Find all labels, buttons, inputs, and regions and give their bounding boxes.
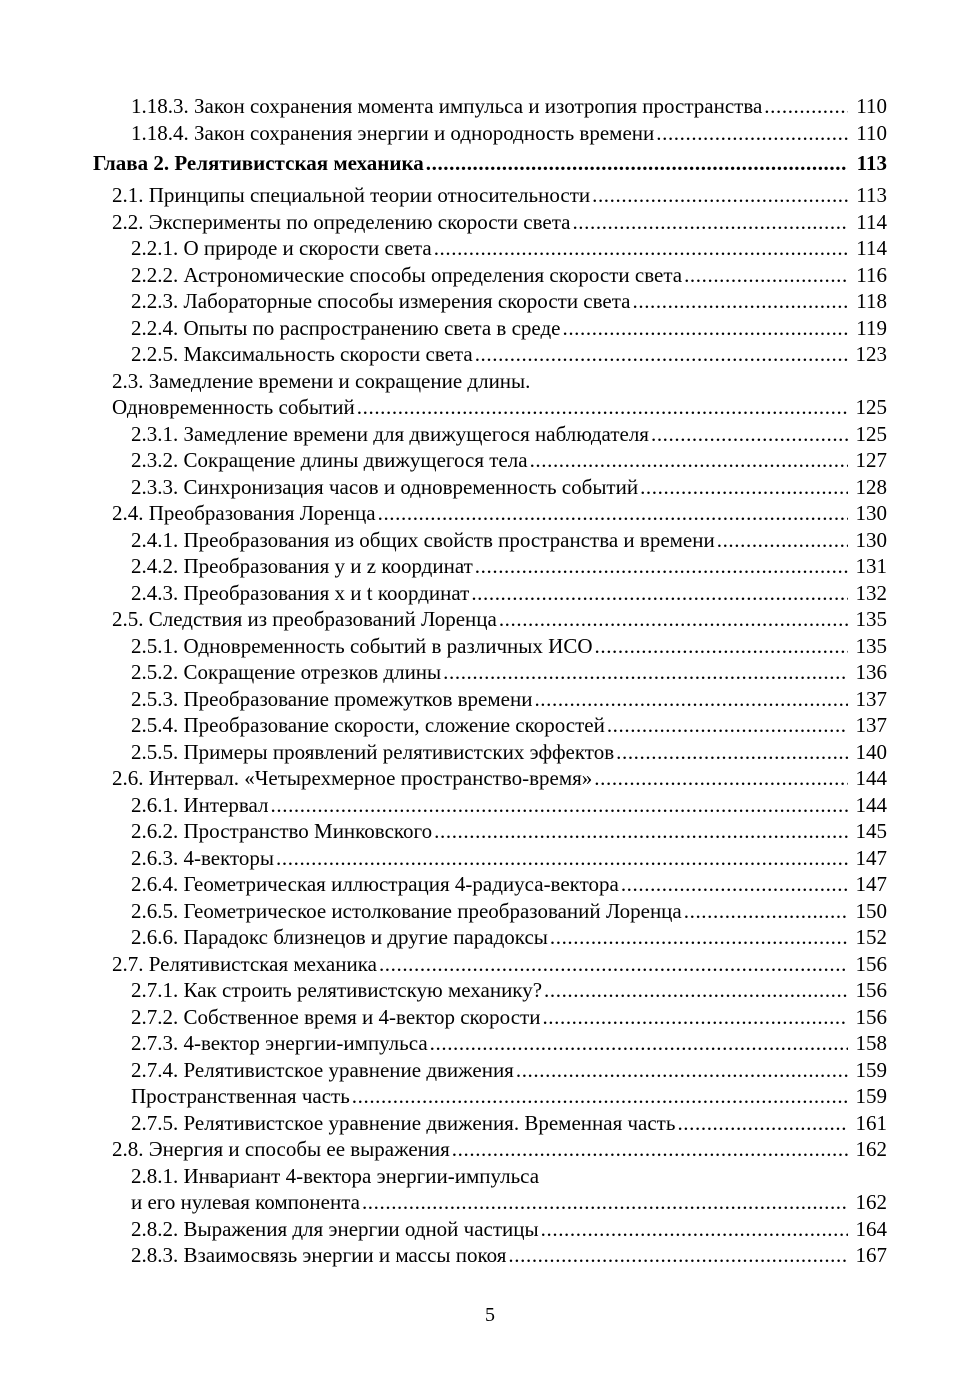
dot-leader [534,686,848,713]
toc-entry-title: 2.3.2. Сокращение длины движущегося тела [131,448,528,472]
toc-entry-page: 113 [856,151,887,175]
toc-entry-page: 159 [855,1057,887,1082]
toc-entry-title: 2.6.6. Парадокс близнецов и другие парадоксы [131,925,548,949]
toc-entry [93,792,887,819]
toc-entry [93,977,887,1004]
dot-leader [544,977,848,1004]
dot-leader [633,288,849,315]
toc-entry-page: 119 [856,315,887,340]
toc-entry-page: 125 [855,395,887,419]
dot-leader [541,1216,848,1243]
dot-leader [550,924,848,951]
toc-entry [93,1216,887,1243]
toc-entry [93,262,887,289]
dot-leader [640,474,848,501]
toc-entry [93,500,887,527]
toc-chapter-entry [93,146,887,182]
toc-entry [93,924,887,951]
toc-entry-title: 2.2.3. Лабораторные способы измерения скорости света [131,289,631,313]
toc-entry-title: 2.7.3. 4-вектор энергии-импульса [131,1031,428,1055]
dot-leader [378,500,848,527]
toc-entry [93,315,887,342]
toc-entry-page: 114 [856,236,887,260]
dot-leader [508,1242,848,1269]
toc-entry-page: 144 [855,766,887,790]
dot-leader [352,1083,848,1110]
toc-entry [93,447,887,474]
toc-entry-page: 135 [855,607,887,631]
dot-leader [362,1189,848,1216]
dot-leader [595,633,849,660]
toc-entry-title: 2.8.1. Инвариант 4-вектора энергии-импульса [131,1163,540,1188]
toc-entry-title: Пространственная часть [131,1084,350,1108]
toc-entry-page: 127 [855,448,887,472]
toc-entry-title: 2.5.3. Преобразование промежутков времени [131,686,533,711]
toc-entry [93,1030,887,1057]
toc-entry [93,474,887,501]
toc-entry-page: 110 [856,94,887,118]
dot-leader [443,659,848,686]
toc-entry-page: 114 [856,209,887,234]
toc-entry-title: 1.18.3. Закон сохранения момента импульса и изотропия пространства [131,94,763,118]
toc-entry [93,659,887,686]
toc-entry [93,871,887,898]
toc-entry [93,712,887,739]
dot-leader [542,1004,848,1031]
toc-entry-title: 2.5.5. Примеры проявлений релятивистских эффектов [131,739,615,764]
toc-entry [93,1163,887,1190]
toc-entry-title: 2.5.1. Одновременность событий в различных ИСО [131,633,593,658]
toc-entry-title: Глава 2. Релятивистская механика [93,151,424,175]
dot-leader [430,1030,848,1057]
toc-entry-title: 2.4.1. Преобразования из общих свойств пространства и времени [131,527,715,552]
toc-entry-page: 159 [855,1084,887,1108]
toc-entry [93,288,887,315]
toc-entry [93,209,887,236]
toc-entry-page: 136 [855,660,887,684]
toc-entry-page: 162 [855,1190,887,1214]
toc-entry-page: 118 [856,289,887,313]
toc-entry-title: 2.6.1. Интервал [131,792,269,817]
toc-entry [93,93,887,120]
toc-entry-page: 113 [856,183,887,207]
toc-entry-title: 2.6.5. Геометрическое истолкование преобразований Лоренца [131,898,682,923]
toc-entry [93,765,887,792]
dot-leader [357,394,848,421]
toc-entry [93,845,887,872]
toc-entry [93,898,887,925]
dot-leader [616,739,848,766]
dot-leader [621,871,848,898]
toc-entry [93,553,887,580]
dot-leader [677,1110,848,1137]
toc-entry-title: 2.3.1. Замедление времени для движущегося наблюдателя [131,421,649,446]
toc-entry-page: 125 [855,421,887,446]
toc-entry [93,1057,887,1084]
dot-leader [475,553,848,580]
toc-entry-title: 2.4.3. Преобразования x и t координат [131,580,470,605]
toc-entry [93,606,887,633]
dot-leader [530,447,848,474]
toc-entry [93,951,887,978]
toc-entry-title: 2.6.2. Пространство Минковского [131,819,433,843]
toc-entry [93,368,887,395]
toc-entry-title: 2.2.1. О природе и скорости света [131,236,432,260]
dot-leader [434,818,848,845]
dot-leader [499,606,848,633]
toc-entry-page: 116 [856,262,887,287]
toc-entry-page: 123 [855,342,887,366]
toc-entry-title: 2.4.2. Преобразования y и z координат [131,554,473,578]
toc-entry [93,580,887,607]
dot-leader [562,315,848,342]
dot-leader [764,93,848,120]
toc-entry-page: 130 [855,527,887,552]
toc-entry [93,739,887,766]
toc-entry-title: 2.3.3. Синхронизация часов и одновременность событий [131,474,639,499]
toc-entry-page: 152 [855,925,887,949]
toc-entry-title: 2.6.4. Геометрическая иллюстрация 4-радиуса-вектора [131,872,619,896]
toc-entry [93,182,887,209]
toc-entry [93,633,887,660]
dot-leader [471,580,848,607]
dot-leader [475,341,848,368]
toc-entry-page: 147 [855,845,887,870]
toc-entry-page: 156 [855,1004,887,1029]
toc-entry-page: 167 [855,1243,887,1267]
toc-entry-title: 2.7.4. Релятивистское уравнение движения [131,1057,514,1082]
toc-entry-page: 161 [855,1110,887,1135]
dot-leader [276,845,848,872]
toc-entry-page: 164 [855,1216,887,1241]
toc-entry [93,818,887,845]
toc-entry-title: 2.5.4. Преобразование скорости, сложение скоростей [131,713,605,737]
toc-entry-title: 2.8.3. Взаимосвязь энергии и массы покоя [131,1243,507,1267]
toc-entry-title: 2.6.3. 4-векторы [131,845,275,870]
toc-entry [93,120,887,147]
dot-leader [379,951,848,978]
toc-entry [93,421,887,448]
toc-entry-title: 2.4. Преобразования Лоренца [112,501,376,525]
toc-entry [93,1083,887,1110]
toc-entry-title: 2.2.4. Опыты по распространению света в среде [131,315,561,340]
toc-entry-title: 2.1. Принципы специальной теории относительности [112,183,591,207]
toc-entry-page: 130 [855,501,887,525]
toc-entry-title: 2.7.2. Собственное время и 4-вектор скорости [131,1004,541,1029]
toc-entry [93,686,887,713]
dot-leader [452,1136,848,1163]
dot-leader [684,262,848,289]
toc-entry-page: 132 [855,580,887,605]
dot-leader [572,209,848,236]
toc-entry-page: 128 [855,474,887,499]
toc-entry-page: 131 [855,554,887,578]
table-of-contents [93,93,887,1269]
toc-entry-title: 2.2. Эксперименты по определению скорости света [112,209,571,234]
toc-entry-page: 147 [855,872,887,896]
toc-entry-page: 156 [855,978,887,1002]
toc-entry-page: 150 [855,898,887,923]
page-number: 5 [485,1304,495,1326]
toc-entry-page: 158 [855,1031,887,1055]
toc-entry-page: 162 [855,1137,887,1161]
toc-entry-page: 137 [855,713,887,737]
toc-entry [93,1242,887,1269]
toc-entry [93,1004,887,1031]
toc-entry [93,341,887,368]
toc-entry-page: 135 [855,633,887,658]
toc-entry-title: 2.3. Замедление времени и сокращение длины. [112,368,531,393]
toc-entry-title: 2.2.5. Максимальность скорости света [131,342,473,366]
toc-entry [93,1189,887,1216]
dot-leader [592,182,848,209]
toc-entry-page: 140 [855,739,887,764]
dot-leader [426,148,848,178]
toc-entry-title: и его нулевая компонента [131,1190,360,1214]
dot-leader [684,898,848,925]
dot-leader [656,120,848,147]
toc-entry-title: 2.7.1. Как строить релятивистскую механику? [131,978,543,1002]
toc-entry-title: 2.5.2. Сокращение отрезков длины [131,660,442,684]
toc-entry-title: 2.7. Релятивистская механика [112,951,377,976]
toc-entry-title: 2.8. Энергия и способы ее выражения [112,1137,450,1161]
dot-leader [651,421,848,448]
dot-leader [607,712,848,739]
dot-leader [434,235,848,262]
toc-entry [93,235,887,262]
toc-entry [93,394,887,421]
toc-entry-page: 137 [855,686,887,711]
dot-leader [717,527,848,554]
toc-entry-title: 2.7.5. Релятивистское уравнение движения. Временная часть [131,1110,676,1135]
toc-entry-title: 2.2.2. Астрономические способы определения скорости света [131,262,683,287]
toc-entry-page: 144 [855,792,887,817]
toc-entry [93,1136,887,1163]
toc-entry-page: 145 [855,819,887,843]
toc-entry [93,527,887,554]
toc-entry-title: 1.18.4. Закон сохранения энергии и однородность времени [131,120,655,145]
toc-entry [93,1110,887,1137]
toc-entry-title: 2.5. Следствия из преобразований Лоренца [112,607,497,631]
toc-entry-page: 156 [855,951,887,976]
toc-entry-page: 110 [856,120,887,145]
toc-entry-title: Одновременность событий [112,395,355,419]
dot-leader [271,792,848,819]
toc-entry-title: 2.8.2. Выражения для энергии одной частицы [131,1216,539,1241]
dot-leader [516,1057,848,1084]
dot-leader [594,765,848,792]
toc-entry-title: 2.6. Интервал. «Четырехмерное пространство-время» [112,766,593,790]
